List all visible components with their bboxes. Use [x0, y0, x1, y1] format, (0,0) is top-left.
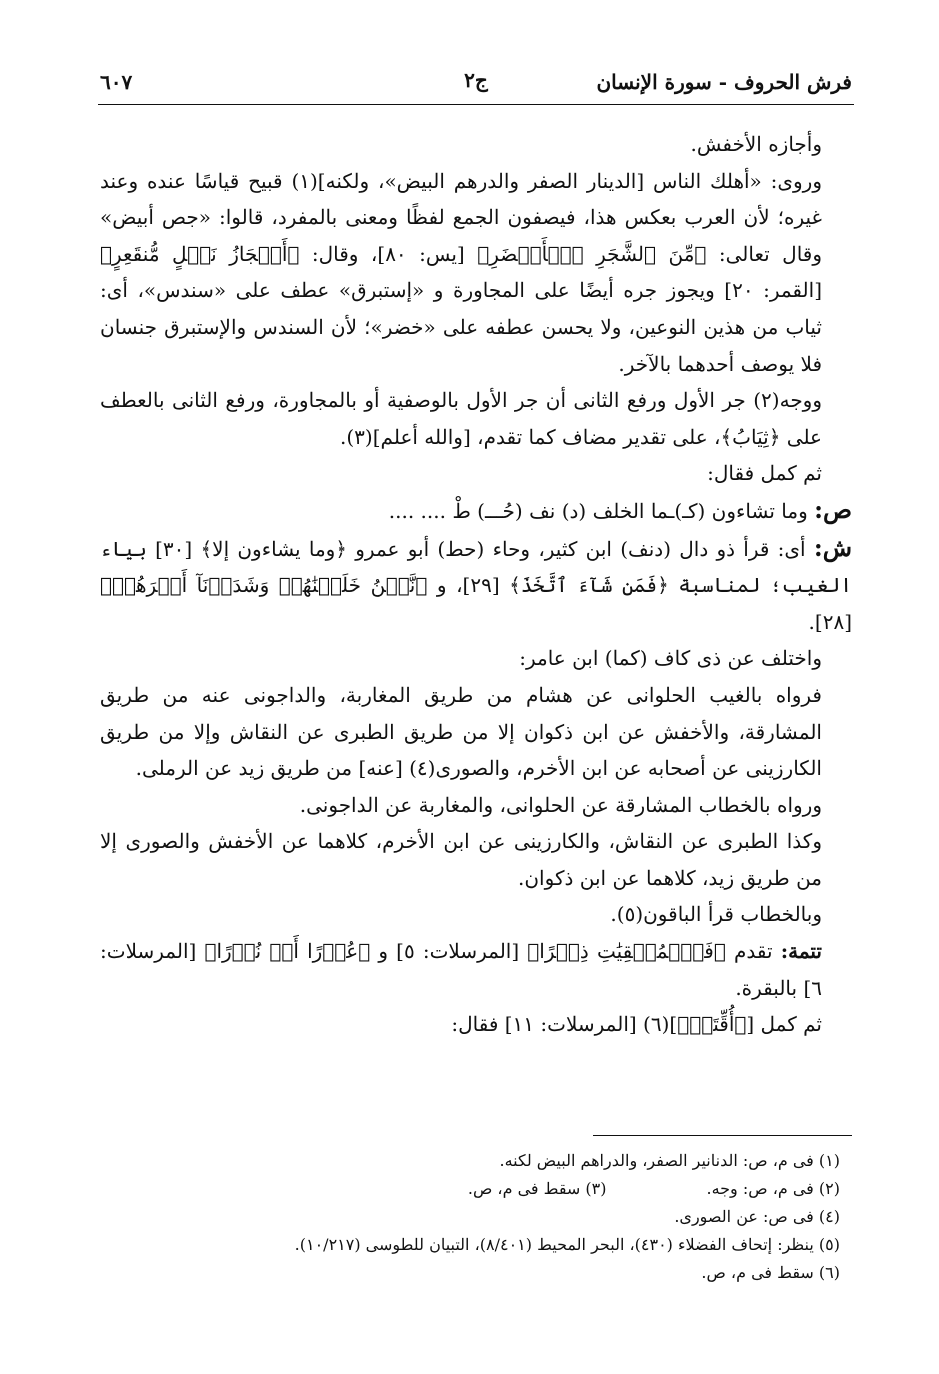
footnote	[100, 1147, 852, 1175]
verse-text: وما تشاءون (كـ)ـما الخلف (د) نف (حُـــ) طْ .... ....	[388, 498, 808, 523]
header-volume: ج٢	[464, 68, 488, 92]
footnote-text: (٣) سقط فى م، ص.	[467, 1179, 607, 1198]
commentary-marker: ش:	[813, 532, 852, 562]
main-text	[100, 126, 852, 1043]
paragraph: وأجازه الأخفش.	[690, 132, 822, 156]
running-header	[100, 62, 852, 102]
tatimma-text: تقدم ﴿فَٱلۡمُلۡقِيَٰتِ ذِكۡرًا﴾ [المرسلات: ٥] و ﴿عُذۡرًا أَوۡ نُذۡرًا﴾ [المرسلات: ٦] بالبقرة.	[100, 939, 822, 1000]
footnote-text: (٥) ينظر: إتحاف الفضلاء (٤٣٠)، البحر المحيط (٨/٤٠١)، التبيان للطوسى (١٠/٢١٧).	[294, 1235, 840, 1254]
paragraph: ثم كمل فقال:	[707, 461, 822, 486]
footnote-text: (١) فى م، ص: الدنانير الصفر، والدراهم البيض لكنه.	[499, 1151, 840, 1170]
paragraph: وروى: «أهلك الناس [الدينار الصفر والدرهم البيض»، ولكنه](١) قبيح قياسًا عنده وعند غيره؛ لأن العرب بعكس هذا، فيصفون الجمع لفظًا ومعنى بالمفرد، قالوا: «جص أبيض» وقال تعالى: ﴿مِّنَ ٱلشَّجَرِ ٱلۡأَخۡضَرِ﴾ [يس: ٨٠]، وقال: ﴿أَعۡجَازُ نَخۡلٍ مُّنقَعِرٍ﴾ [القمر: ٢٠] ويجوز جره أيضًا على المجاورة و «إستبرق» عطف على «سندس»، أى: ثياب من هذين النوعين، ولا يحسن عطفه على «خضر»؛ لأن السندس والإستبرق جنسان فلا يوصف أحدهما بالآخر.	[100, 168, 823, 376]
footnote-text: (٤) فى ص: عن الصورى.	[674, 1207, 840, 1226]
tatimma-marker: تتمة:	[780, 939, 822, 964]
header-divider	[98, 104, 854, 105]
footnote	[100, 1259, 852, 1287]
verse-marker: ص:	[814, 494, 852, 524]
header-chapter-title: فرش الحروف - سورة الإنسان	[596, 70, 852, 94]
paragraph: ورواه بالخطاب المشارقة عن الحلوانى، والمغاربة عن الداجونى.	[299, 792, 822, 817]
footnote-text: (٦) سقط فى م، ص.	[701, 1263, 840, 1282]
paragraph: ثم كمل [﴿أُقِّتَتۡ﴾](٦) [المرسلات: ١١] فقال:	[451, 1012, 822, 1037]
footnote	[100, 1203, 852, 1231]
verse-line	[100, 492, 852, 530]
paragraph: وكذا الطبرى عن النقاش، والكارزينى عن ابن الأخرم، كلاهما عن الأخفش والصورى إلا من طريق زيد، كلاهما عن ابن ذكوان.	[100, 829, 822, 890]
paragraph: فرواه بالغيب الحلوانى عن هشام من طريق المغاربة، والداجونى عنه من طريق المشارقة، والأخفش عن ابن ذكوان إلا من طريق الطبرى عن النقاش وإلا من طريق الكارزينى عن أصحابه عن ابن الأخرم، والصورى(٤) [عنه] من طريق زيد عن الرملى.	[100, 682, 822, 781]
paragraph: واختلف عن ذى كاف (كما) ابن عامر:	[519, 646, 822, 671]
paragraph: وبالخطاب قرأ الباقون(٥).	[610, 902, 822, 927]
footnote	[100, 1231, 852, 1259]
footnote-divider	[593, 1135, 852, 1136]
commentary-paragraph	[100, 530, 852, 641]
footnote-text: (٢) فى م، ص: وجه.	[706, 1179, 840, 1198]
page-number: ٦٠٧	[100, 70, 133, 94]
footnotes	[100, 1147, 852, 1287]
paragraph: ووجه(٢) جر الأول ورفع الثانى أن جر الأول بالوصفية أو بالمجاورة، ورفع الثانى بالعطف على ﴿ثِيَابُ﴾، على تقدير مضاف كما تقدم، [والله أعلم](٣).	[100, 388, 823, 449]
footnote	[100, 1175, 852, 1203]
tatimma-paragraph	[100, 933, 852, 1006]
commentary-text: أى: قرأ ذو دال (دنف) ابن كثير، وحاء (حط) أبو عمرو ﴿وما يشاءون إلا﴾ [٣٠] بياء الغيب؛ لمناسبة ﴿فَمَن شَآءَ ٱتَّخَذَ﴾ [٢٩]، و ﴿نَّحۡنُ خَلَقۡنَٰهُمۡ وَشَدَدۡنَآ أَسۡرَهُمۡ﴾ [٢٨].	[100, 536, 852, 634]
